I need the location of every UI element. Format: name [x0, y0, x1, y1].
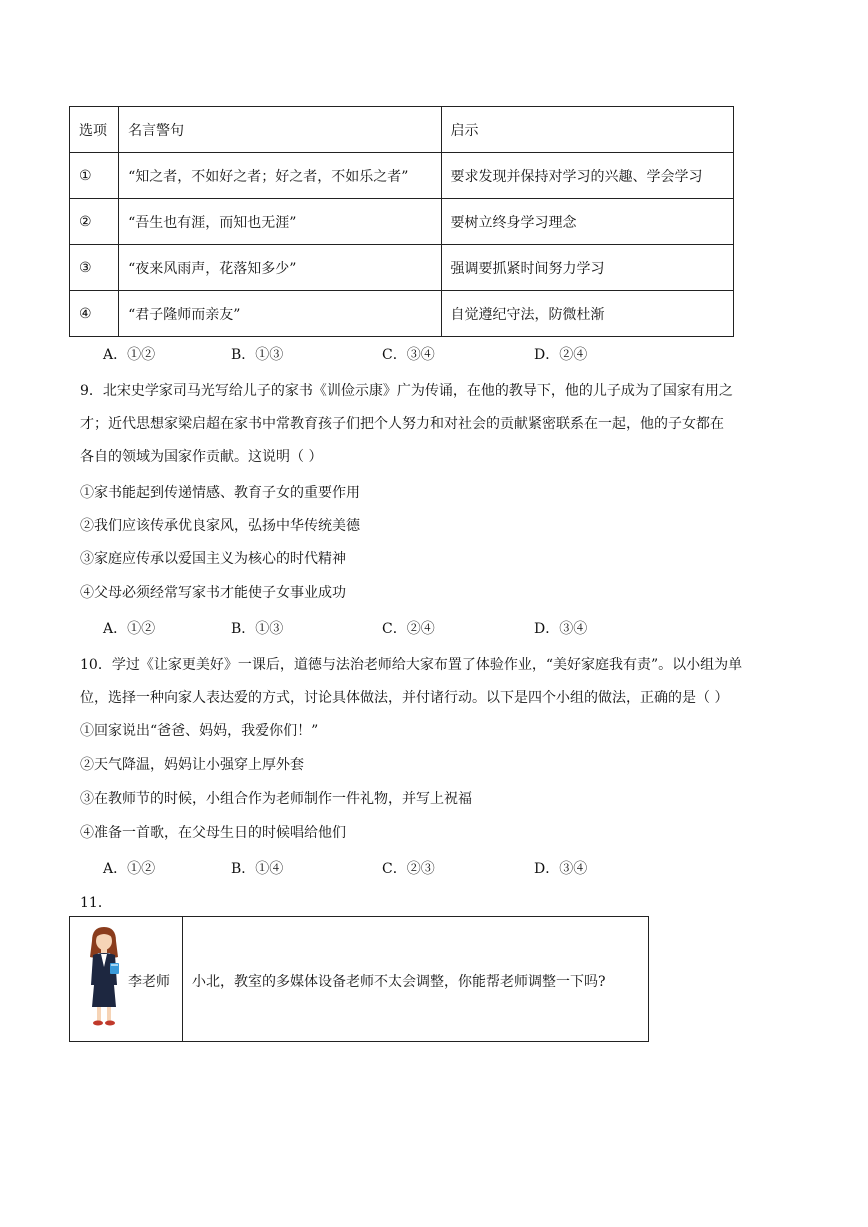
- option-d[interactable]: D．③④: [534, 621, 588, 637]
- dialogue-box: [69, 916, 649, 1042]
- q9-stem-line: 9．北宋史学家司马光写给儿子的家书《训俭示康》广为传诵，在他的教导下，他的儿子成为了国家有用之: [80, 383, 733, 399]
- q10-statement: ④准备一首歌，在父母生日的时候唱给他们: [80, 825, 346, 841]
- table-row: [70, 245, 734, 291]
- q9-statement: ①家书能起到传递情感、教育子女的重要作用: [80, 485, 360, 501]
- table-cell: 要求发现并保持对学习的兴趣、学会学习: [441, 153, 733, 199]
- quote-table: [69, 106, 734, 337]
- option-b[interactable]: B．①③: [231, 621, 284, 637]
- table-row: [70, 199, 734, 245]
- q10-statement: ①回家说出“爸爸、妈妈，我爱你们！”: [80, 723, 319, 739]
- table-header-cell: 名言警句: [119, 107, 441, 153]
- q10-statement: ②天气降温，妈妈让小强穿上厚外套: [80, 757, 304, 773]
- table-cell: ④: [70, 291, 119, 337]
- option-b[interactable]: B．①④: [231, 861, 284, 877]
- q9-statement: ③家庭应传承以爱国主义为核心的时代精神: [80, 551, 346, 567]
- option-d[interactable]: D．③④: [534, 861, 588, 877]
- table-cell: 要树立终身学习理念: [441, 199, 733, 245]
- table-header-cell: 选项: [70, 107, 119, 153]
- option-d[interactable]: D．②④: [534, 347, 588, 363]
- option-c[interactable]: C．②④: [382, 621, 435, 637]
- table-header-cell: 启示: [441, 107, 733, 153]
- table-cell: ①: [70, 153, 119, 199]
- option-b[interactable]: B．①③: [231, 347, 284, 363]
- q9-statement: ②我们应该传承优良家风，弘扬中华传统美德: [80, 518, 360, 534]
- table-header-row: [70, 107, 734, 153]
- option-c[interactable]: C．③④: [382, 347, 435, 363]
- speech-text: 小北，教室的多媒体设备老师不太会调整，你能帮老师调整一下吗?: [192, 974, 606, 990]
- q10-stem-line: 10．学过《让家更美好》一课后，道德与法治老师给大家布置了体验作业，“美好家庭我有责”。以小组为单: [80, 657, 743, 673]
- speaker-panel: [70, 917, 183, 1041]
- table-cell: “吾生也有涯，而知也无涯”: [119, 199, 441, 245]
- option-a[interactable]: A．①②: [103, 347, 156, 363]
- q9-statement: ④父母必须经常写家书才能使子女事业成功: [80, 585, 346, 601]
- q10-stem-line: 位，选择一种向家人表达爱的方式，讨论具体做法，并付诸行动。以下是四个小组的做法，正确的是（ ）: [80, 690, 729, 706]
- table-cell: ②: [70, 199, 119, 245]
- q9-stem-line: 各自的领域为国家作贡献。这说明（ ）: [80, 449, 323, 465]
- table-row: [70, 153, 734, 199]
- table-cell: “夜来风雨声，花落知多少”: [119, 245, 441, 291]
- speaker-name: 李老师: [128, 974, 170, 990]
- q10-statement: ③在教师节的时候，小组合作为老师制作一件礼物，并写上祝福: [80, 791, 472, 807]
- q9-stem-line: 才；近代思想家梁启超在家书中常教育孩子们把个人努力和对社会的贡献紧密联系在一起，他的子女都在: [80, 416, 724, 432]
- teacher-figure-icon: [84, 927, 124, 1027]
- table-cell: 强调要抓紧时间努力学习: [441, 245, 733, 291]
- option-a[interactable]: A．①②: [103, 861, 156, 877]
- table-cell: “知之者，不如好之者；好之者，不如乐之者”: [119, 153, 441, 199]
- table-cell: 自觉遵纪守法，防微杜渐: [441, 291, 733, 337]
- table-cell: ③: [70, 245, 119, 291]
- q11-number: 11．: [80, 895, 112, 911]
- table-row: [70, 291, 734, 337]
- table-cell: “君子隆师而亲友”: [119, 291, 441, 337]
- option-c[interactable]: C．②③: [382, 861, 435, 877]
- option-a[interactable]: A．①②: [103, 621, 156, 637]
